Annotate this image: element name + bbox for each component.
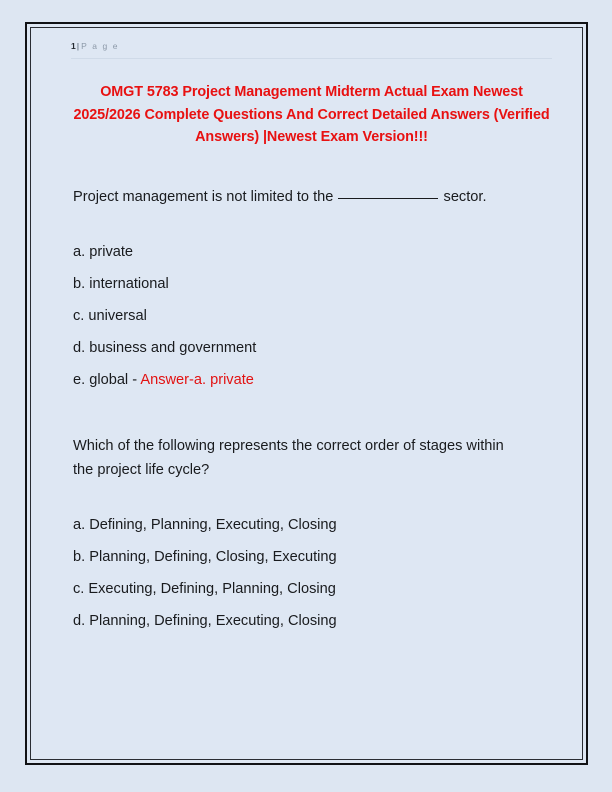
question-2-prompt-line-2: stages within the project life cycle? [73,437,504,478]
question-2-options [73,509,552,637]
option-c[interactable] [73,573,552,605]
question-2-prompt [73,434,510,482]
question-1-prompt-part-1: Project management is not limited to the [73,188,334,205]
answer-key-1: Answer-a. private [140,371,254,388]
option-b[interactable] [73,541,552,573]
page-number: 1 [71,41,76,51]
option-d[interactable] [73,605,552,637]
question-1 [73,185,552,396]
option-a-label: a. Defining, Planning, Executing, Closing [73,516,337,533]
document-page-content [31,28,582,759]
option-e-label: e. global - [73,371,141,388]
page-label: P a g e [81,41,120,51]
option-b-label: b. international [73,275,169,292]
option-a-label: a. private [73,243,134,260]
option-c-label: c. Executing, Defining, Planning, Closing [73,580,336,597]
question-2-prompt-line-1: Which of the following represents the correct order of [73,437,416,454]
option-d-label: d. business and government [73,339,257,356]
fill-in-blank [338,198,438,199]
question-1-prompt [73,185,510,209]
question-1-prompt-part-2: sector. [443,188,487,205]
document-title: OMGT 5783 Project Management Midterm Actual Exam Newest 2025/2026 Complete Questions And Correct Detailed Answers (Verified Answers) |Newest Exam Version!!! [73,84,550,145]
option-d[interactable] [73,332,552,364]
header-separator: | [76,41,80,51]
option-c[interactable] [73,300,552,332]
document-running-header [71,41,552,59]
question-1-options [73,236,552,396]
option-b[interactable] [73,268,552,300]
option-b-label: b. Planning, Defining, Closing, Executing [73,548,337,565]
exam-body [71,185,552,637]
option-e[interactable] [73,364,552,396]
document-page-border [25,22,588,765]
question-2 [73,434,552,637]
document-page-inner-border [30,27,583,760]
option-a[interactable] [73,236,552,268]
question-spacer [73,396,552,434]
option-c-label: c. universal [73,307,147,324]
option-a[interactable] [73,509,552,541]
option-d-label: d. Planning, Defining, Executing, Closing [73,612,337,629]
